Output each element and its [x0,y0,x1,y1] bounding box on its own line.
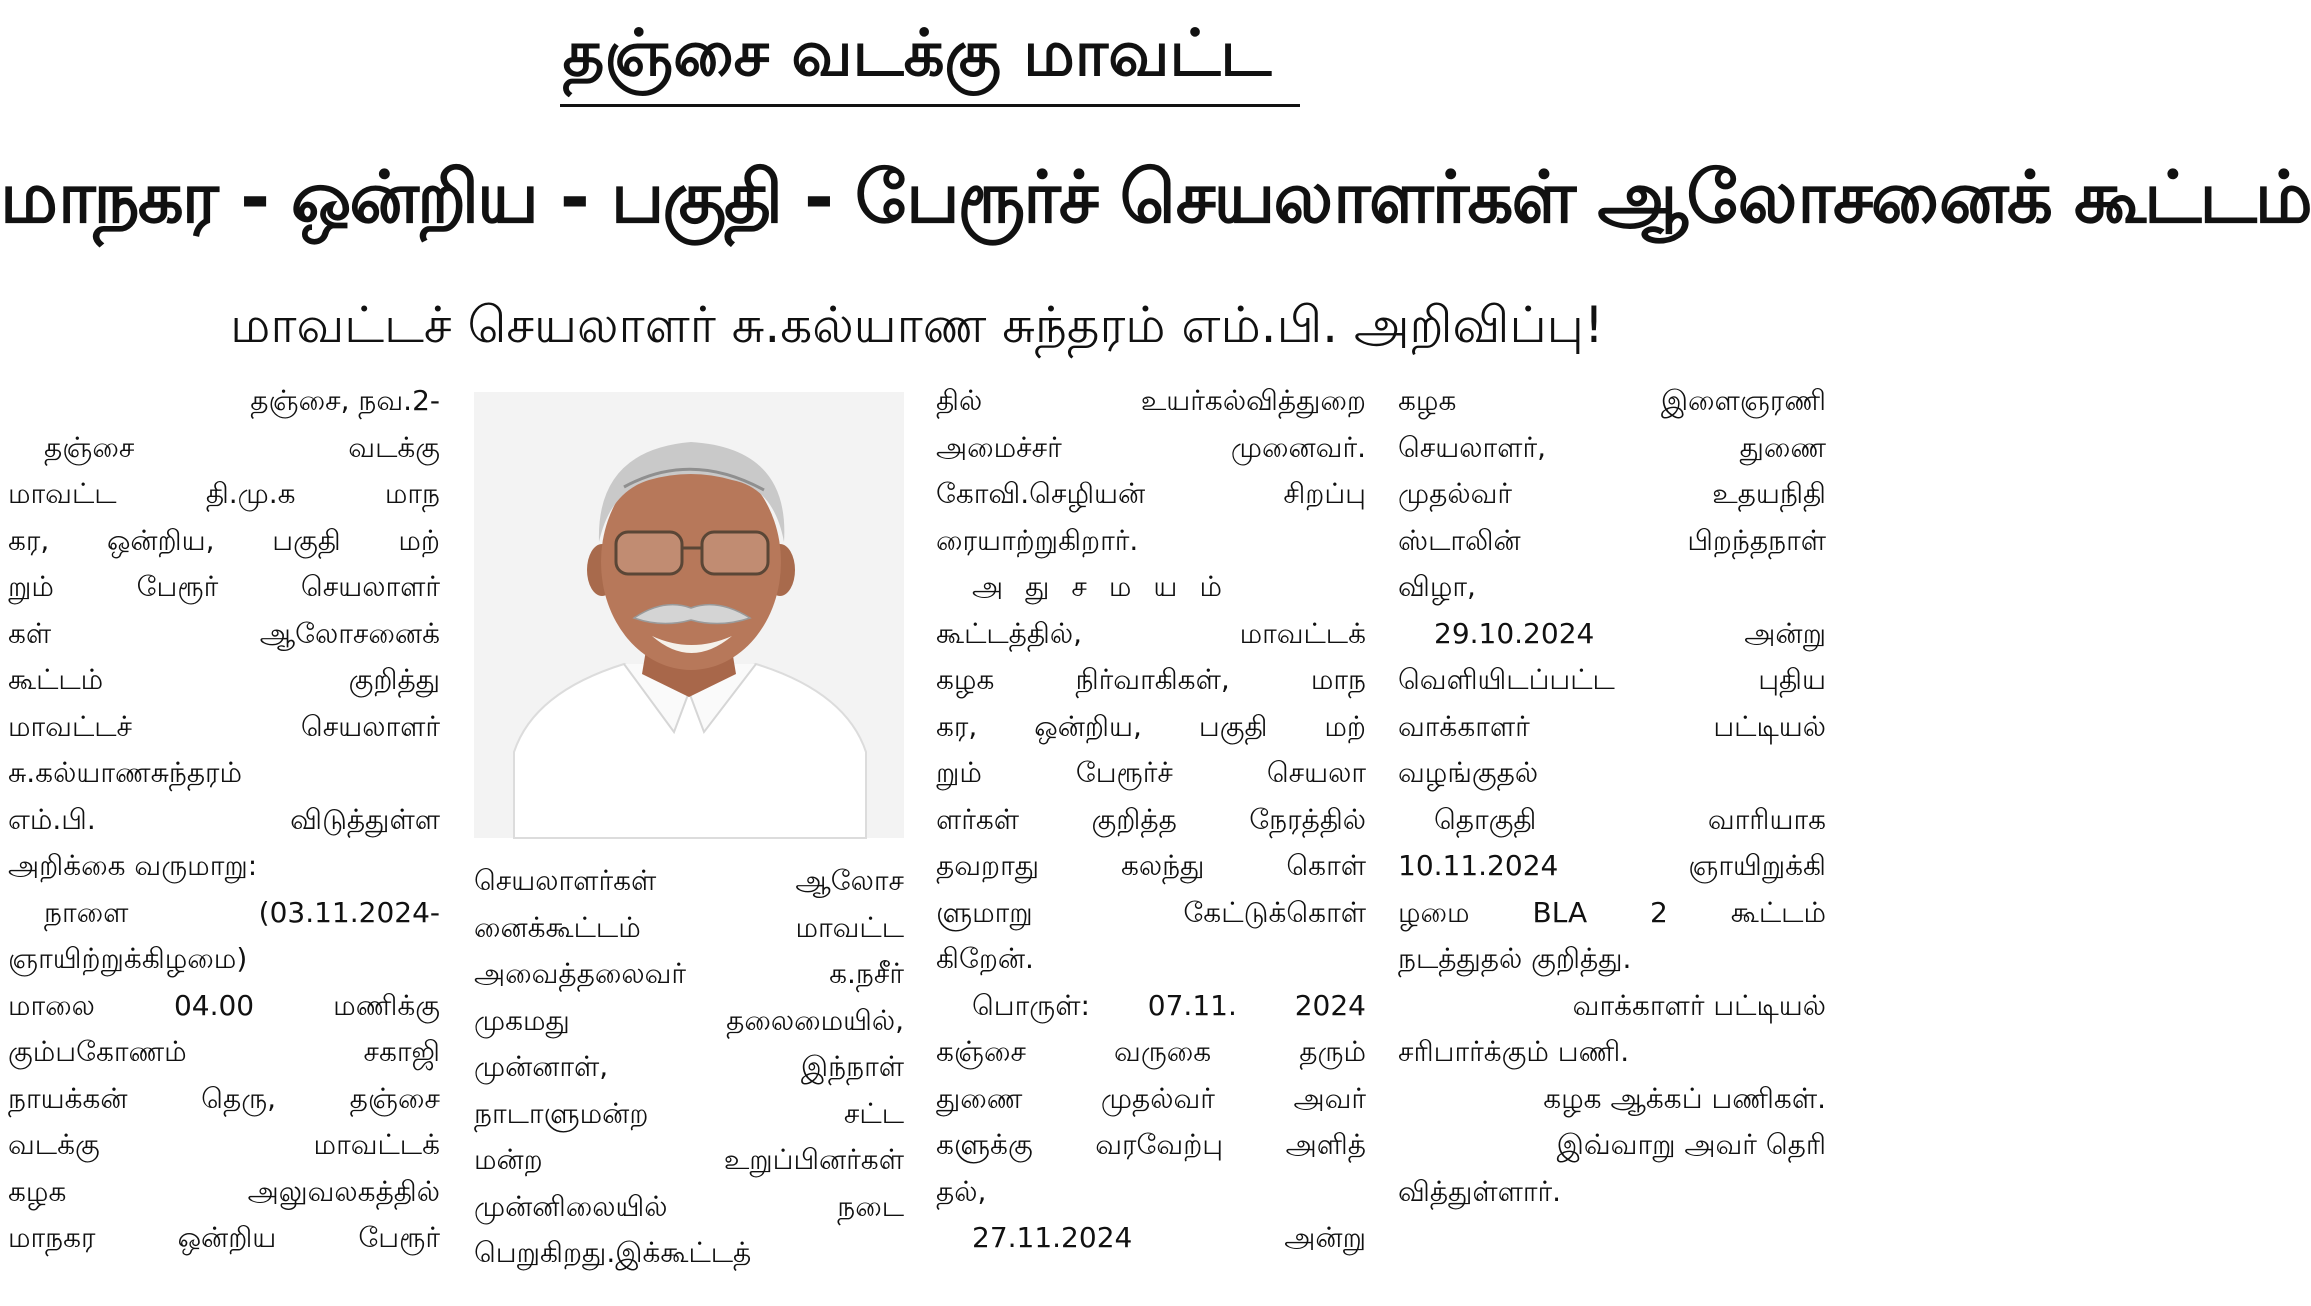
text-line: ரையாற்றுகிறார். [936,523,1139,557]
text-line: கழக ஆக்கப் பணிகள். [1543,1081,1826,1115]
text-line: வாக்காளர் பட்டியல் [1572,988,1826,1022]
text-line: வித்துள்ளார். [1398,1174,1562,1208]
text-line: கோவி.செழியன் சிறப்பு [936,477,1366,510]
text-line: ஸ்டாலின் பிறந்தநாள் [1398,523,1826,557]
text-line: வழங்குதல் [1398,756,1539,789]
text-line: றும் பேரூர் செயலாளர் [8,570,440,603]
text-line: முகமது தலைமையில், [474,1003,904,1037]
text-line: வடக்கு மாவட்டக் [8,1128,440,1161]
text-line: நாளை (03.11.2024- [44,895,440,929]
portrait-photo [474,392,904,838]
text-line: கூட்டத்தில், மாவட்டக் [936,616,1366,650]
text-line: தஞ்சை வடக்கு [44,430,440,464]
text-line: பொருள்: 07.11. 2024 [972,988,1366,1022]
text-line: மாநகர ஒன்றிய பேரூர் [8,1221,440,1254]
text-line: கழக நிர்வாகிகள், மாந [936,663,1366,696]
text-line: தல், [936,1174,987,1208]
text-line: களுக்கு வரவேற்பு அளித் [936,1128,1366,1161]
text-line: செயலாளர், துணை [1398,430,1826,464]
text-line: தொகுதி வாரியாக [1434,802,1826,836]
text-line: கிறேன். [936,942,1034,975]
text-line: னைக்கூட்டம் மாவட்ட [474,910,904,944]
text-line: முன்னிலையில் நடை [474,1189,904,1223]
kicker-underline [560,104,1300,107]
text-line: அமைச்சர் முனைவர். [936,430,1366,464]
text-line: அதுசமயம் [972,570,1244,603]
person-portrait-icon [474,392,904,838]
text-line: மாவட்டச் செயலாளர் [8,709,440,743]
text-line: சு.கல்யாணசுந்தரம் [8,756,243,789]
text-line: நாடாளுமன்ற சட்ட [474,1096,904,1130]
text-line: அறிக்கை வருமாறு: [8,849,258,882]
text-line: றும் பேரூர்ச் செயலா [936,756,1366,789]
text-line: தில் உயர்கல்வித்துறை [936,384,1366,417]
text-line: ழமை BLA 2 கூட்டம் [1398,895,1826,929]
article-column-1 [8,378,440,1262]
text-line: கூட்டம் குறித்து [8,663,440,696]
text-line: கர, ஒன்றிய, பகுதி மற் [936,709,1366,743]
text-line: 27.11.2024 அன்று [972,1221,1366,1254]
text-line: 29.10.2024 அன்று [1434,616,1826,650]
text-line: கர, ஒன்றிய, பகுதி மற் [8,523,440,557]
text-line: விழா, [1398,570,1476,603]
text-line: சரிபார்க்கும் பணி. [1398,1035,1630,1068]
article-column-2 [474,858,904,1277]
text-line: கழக அலுவலகத்தில் [8,1174,440,1208]
article-column-4 [1398,378,1826,1215]
text-line: துணை முதல்வர் அவர் [936,1081,1366,1115]
text-line: தவறாது கலந்து கொள் [936,849,1366,882]
text-line: ளர்கள் குறித்த நேரத்தில் [936,802,1366,836]
text-line: செயலாளர்கள் ஆலோச [474,864,904,897]
text-line: நாயக்கன் தெரு, தஞ்சை [8,1081,440,1115]
text-line: இவ்வாறு அவர் தெரி [1556,1128,1826,1161]
headline: மாநகர - ஒன்றிய - பகுதி - பேரூர்ச் செயலாளர்கள் ஆலோசனைக் கூட்டம் [0,155,2311,239]
text-line: பெறுகிறது.இக்கூட்டத் [474,1236,752,1269]
text-line: மாவட்ட தி.மு.க மாந [8,477,440,510]
text-line: மாலை 04.00 மணிக்கு [8,988,440,1022]
text-line: கழக இளைஞரணி [1398,384,1826,417]
text-line: கும்பகோணம் சகாஜி [8,1035,440,1068]
text-line: கஞ்சை வருகை தரும் [936,1035,1366,1068]
text-line: 10.11.2024 ஞாயிறுக்கி [1398,849,1826,882]
text-line: மன்ற உறுப்பினர்கள் [474,1143,904,1176]
text-line: எம்.பி. விடுத்துள்ள [8,802,440,836]
text-line: வெளியிடப்பட்ட புதிய [1398,663,1826,696]
subheadline: மாவட்டச் செயலாளர் சு.கல்யாண சுந்தரம் எம்.பி. அறிவிப்பு! [230,296,1604,354]
dateline: தஞ்சை, நவ.2- [250,384,440,417]
text-line: முன்னாள், இந்நாள் [474,1050,904,1083]
kicker-heading: தஞ்சை வடக்கு மாவட்ட [562,17,1272,91]
text-line: ளுமாறு கேட்டுக்கொள் [936,895,1366,929]
text-line: வாக்காளர் பட்டியல் [1398,709,1826,743]
text-line: முதல்வர் உதயநிதி [1398,477,1826,510]
text-line: கள் ஆலோசனைக் [8,616,440,650]
article-column-3 [936,378,1366,1262]
text-line: அவைத்தலைவர் க.நசீர் [474,957,904,990]
text-line: ஞாயிற்றுக்கிழமை) [8,942,248,975]
text-line: நடத்துதல் குறித்து. [1398,942,1632,975]
